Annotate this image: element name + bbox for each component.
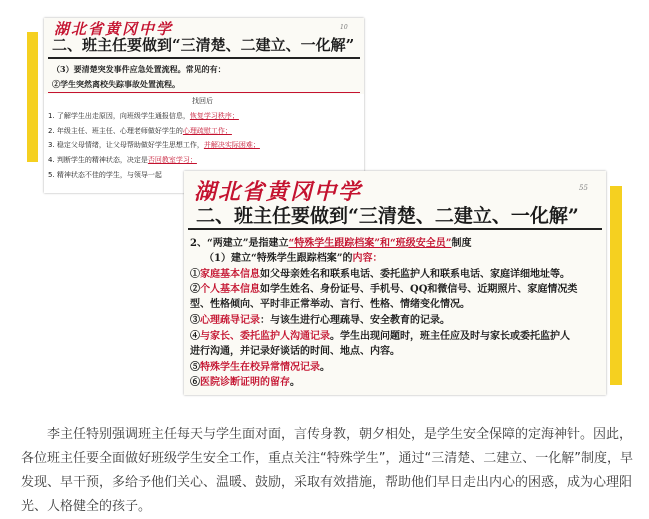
slide-text-line: ⑥医院诊断证明的留存。	[190, 377, 300, 388]
slide-image-front	[184, 171, 606, 395]
slide-text-line: （1）建立“特殊学生跟踪档案”的内容：	[204, 253, 383, 264]
slide-text-line: ②学生突然离校失踪事故处置流程。	[52, 79, 180, 89]
slide-text-line: ①家庭基本信息如父母亲姓名和联系电话、委托监护人和联系电话、家庭详细地址等。	[190, 269, 570, 280]
school-name: 湖北省黄冈中学	[54, 20, 174, 38]
decorative-yellow-bar-left	[27, 32, 38, 162]
slide-heading: 二、班主任要做到“三清楚、二建立、一化解”	[196, 205, 579, 227]
slide-text-line: 进行沟通，并记录好谈话的时间、地点、内容。	[190, 346, 400, 357]
decorative-yellow-bar-right	[610, 186, 622, 385]
slide-text-line: 2、“两建立”是指建立“特殊学生跟踪档案”和“班级安全员”制度	[190, 238, 472, 249]
slide-text-line: ④与家长、委托监护人沟通记录。学生出现问题时，班主任应及时与家长或委托监护人	[190, 331, 570, 342]
section-divider	[48, 92, 360, 93]
slide-page-number: 55	[579, 184, 588, 192]
flowchart-step: 4. 判断学生的精神状态，决定是否回教室学习；	[48, 156, 197, 164]
article-paragraph: 李主任特别强调班主任每天与学生面对面，言传身教，朝夕相处，是学生安全保障的定海神针。因此，各位班主任要全面做好班级学生安全工作，重点关注“特殊学生”，通过“三清楚、二建立、一化解”制度，早发现、早干预，多给予他们关心、温暖、鼓励，采取有效措施，帮助他们早日走出内心的困惑，成为心理阳光、人格健全的孩子。	[21, 427, 633, 514]
heading-divider	[188, 228, 602, 230]
school-name: 湖北省黄冈中学	[194, 179, 363, 205]
slide-text-line: 型、性格倾向、平时非正常举动、言行、性格、情绪变化情况。	[190, 299, 470, 310]
slide-text-line: ③心理疏导记录：与该生进行心理疏导、安全教育的记录。	[190, 315, 450, 326]
slide-text-line: ②个人基本信息如学生姓名、身份证号、手机号、QQ和微信号、近期照片、家庭情况类	[190, 284, 578, 295]
flowchart-step: 1. 了解学生出走原因，向班级学生通报信息，恢复学习秩序；	[48, 112, 239, 120]
flowchart-step: 3. 稳定父母情绪，让父母帮助做好学生思想工作，并解决实际困难；	[48, 141, 260, 149]
heading-divider	[48, 57, 360, 59]
slide-text-line: （3）要清楚突发事件应急处置流程。常见的有：	[52, 64, 226, 74]
flowchart-step: 5. 精神状态不佳的学生，与领导一起	[48, 171, 162, 179]
slide-heading: 二、班主任要做到“三清楚、二建立、一化解”	[52, 36, 355, 54]
slide-image-back	[44, 18, 364, 193]
slide-page-number: 10	[340, 24, 348, 31]
flowchart-title: 找回后	[192, 97, 213, 105]
slide-text-line: ⑤特殊学生在校异常情况记录。	[190, 362, 330, 373]
flowchart-step: 2. 年级主任、班主任、心理老师做好学生的心理疏慰工作；	[48, 127, 232, 135]
